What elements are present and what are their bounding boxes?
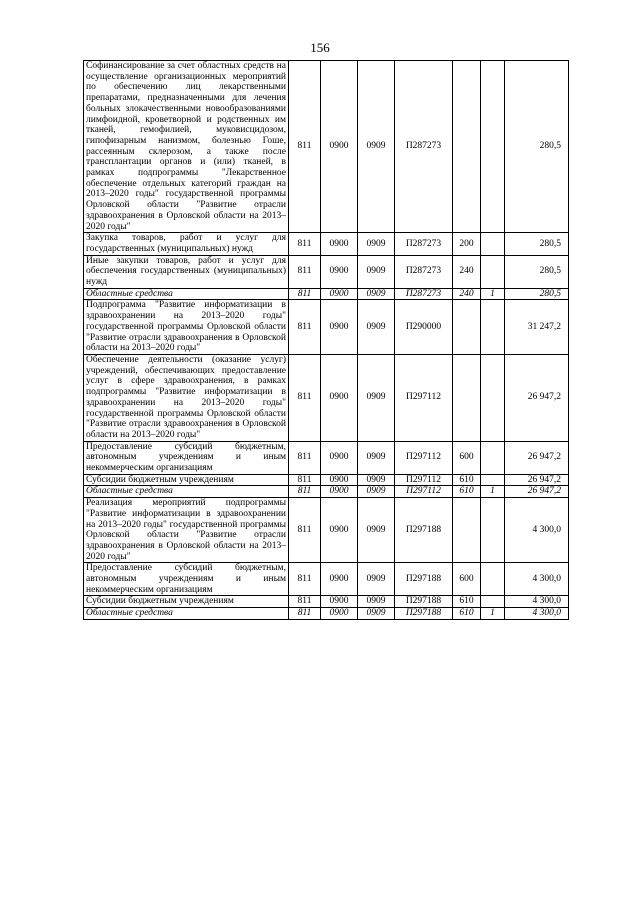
section-code-cell: 0900	[321, 474, 358, 486]
amount-cell: 4 300,0	[505, 498, 569, 563]
expense-type-cell	[453, 300, 481, 355]
subsection-code-cell: 0909	[358, 354, 395, 441]
section-code-cell: 0900	[321, 608, 358, 620]
ministry-code-cell: 811	[289, 288, 321, 300]
funding-source-cell	[481, 61, 505, 233]
expense-type-cell	[453, 61, 481, 233]
funding-source-cell	[481, 498, 505, 563]
funding-source-cell	[481, 255, 505, 288]
amount-cell: 31 247,2	[505, 300, 569, 355]
expense-type-cell: 610	[453, 474, 481, 486]
section-code-cell: 0900	[321, 288, 358, 300]
target-article-cell: П297188	[395, 498, 453, 563]
table-row	[84, 233, 569, 255]
subsection-code-cell: 0909	[358, 498, 395, 563]
amount-cell: 4 300,0	[505, 608, 569, 620]
section-code-cell: 0900	[321, 441, 358, 474]
target-article-cell: П297112	[395, 354, 453, 441]
amount-cell: 26 947,2	[505, 354, 569, 441]
row-name-cell: Софинансирование за счет областных средств на осуществление организационных мероприятий по обеспечению лиц лекарственными препаратами, предназначенными для лечения больных злокачественными новообразованиями лимфоидной, кроветворной и родственных им тканей, гемофилией, муковисцидозом, гипофизарным нанизмом, болезнью Гоше, рассеянным склерозом, а также после трансплантации органов и (или) тканей, в рамках подпрограммы "Лекарственное обеспечение отдельных категорий граждан на 2013–2020 годы" государственной программы Орловской области "Развитие отрасли здравоохранения в Орловской области на 2013–2020 годы"	[84, 61, 289, 233]
funding-source-cell	[481, 354, 505, 441]
table-row	[84, 474, 569, 486]
table-row	[84, 61, 569, 233]
row-name-cell: Реализация мероприятий подпрограммы "Развитие информатизации в здравоохранении на 2013–2020 годы" государственной программы Орловской области "Развитие отрасли здравоохранения в Орловской области на 2013–2020 годы"	[84, 498, 289, 563]
funding-source-cell	[481, 300, 505, 355]
row-name-cell: Субсидии бюджетным учреждениям	[84, 596, 289, 608]
funding-source-cell: 1	[481, 486, 505, 498]
target-article-cell: П297112	[395, 441, 453, 474]
section-code-cell: 0900	[321, 486, 358, 498]
ministry-code-cell: 811	[289, 563, 321, 596]
table-row	[84, 300, 569, 355]
target-article-cell: П297188	[395, 596, 453, 608]
target-article-cell: П297188	[395, 608, 453, 620]
table-row	[84, 441, 569, 474]
table-row	[84, 288, 569, 300]
expense-type-cell: 610	[453, 486, 481, 498]
table-row	[84, 255, 569, 288]
funding-source-cell	[481, 233, 505, 255]
ministry-code-cell: 811	[289, 441, 321, 474]
subsection-code-cell: 0909	[358, 596, 395, 608]
row-name-cell: Областные средства	[84, 608, 289, 620]
subsection-code-cell: 0909	[358, 300, 395, 355]
row-name-cell: Иные закупки товаров, работ и услуг для обеспечения государственных (муниципальных) нужд	[84, 255, 289, 288]
expense-type-cell: 610	[453, 608, 481, 620]
budget-table-body	[84, 61, 569, 620]
subsection-code-cell: 0909	[358, 441, 395, 474]
amount-cell: 280,5	[505, 233, 569, 255]
expense-type-cell: 610	[453, 596, 481, 608]
row-name-cell: Субсидии бюджетным учреждениям	[84, 474, 289, 486]
funding-source-cell	[481, 596, 505, 608]
amount-cell: 26 947,2	[505, 474, 569, 486]
table-row	[84, 354, 569, 441]
row-name-cell: Обеспечение деятельности (оказание услуг) учреждений, обеспечивающих предоставление услуг в сфере здравоохранения, в рамках подпрограммы "Развитие информатизации в здравоохранении на 2013–2020 годы" государственной программы Орловской области "Развитие отрасли здравоохранения в Орловской области на 2013–2020 годы"	[84, 354, 289, 441]
amount-cell: 280,5	[505, 288, 569, 300]
row-name-cell: Областные средства	[84, 486, 289, 498]
section-code-cell: 0900	[321, 596, 358, 608]
expense-type-cell	[453, 498, 481, 563]
target-article-cell: П297112	[395, 474, 453, 486]
row-name-cell: Предоставление субсидий бюджетным, автономным учреждениям и иным некоммерческим организациям	[84, 441, 289, 474]
subsection-code-cell: 0909	[358, 288, 395, 300]
target-article-cell: П290000	[395, 300, 453, 355]
expense-type-cell	[453, 354, 481, 441]
ministry-code-cell: 811	[289, 255, 321, 288]
section-code-cell: 0900	[321, 354, 358, 441]
budget-table	[83, 60, 569, 620]
row-name-cell: Областные средства	[84, 288, 289, 300]
amount-cell: 4 300,0	[505, 563, 569, 596]
section-code-cell: 0900	[321, 233, 358, 255]
ministry-code-cell: 811	[289, 498, 321, 563]
ministry-code-cell: 811	[289, 354, 321, 441]
page-number: 156	[310, 40, 330, 55]
subsection-code-cell: 0909	[358, 608, 395, 620]
section-code-cell: 0900	[321, 61, 358, 233]
section-code-cell: 0900	[321, 498, 358, 563]
target-article-cell: П297112	[395, 486, 453, 498]
expense-type-cell: 240	[453, 288, 481, 300]
table-row	[84, 608, 569, 620]
subsection-code-cell: 0909	[358, 255, 395, 288]
section-code-cell: 0900	[321, 300, 358, 355]
funding-source-cell	[481, 563, 505, 596]
funding-source-cell: 1	[481, 288, 505, 300]
amount-cell: 26 947,2	[505, 486, 569, 498]
amount-cell: 26 947,2	[505, 441, 569, 474]
table-row	[84, 596, 569, 608]
funding-source-cell: 1	[481, 608, 505, 620]
table-row	[84, 563, 569, 596]
row-name-cell: Предоставление субсидий бюджетным, автономным учреждениям и иным некоммерческим организациям	[84, 563, 289, 596]
ministry-code-cell: 811	[289, 486, 321, 498]
ministry-code-cell: 811	[289, 608, 321, 620]
section-code-cell: 0900	[321, 255, 358, 288]
subsection-code-cell: 0909	[358, 486, 395, 498]
ministry-code-cell: 811	[289, 474, 321, 486]
target-article-cell: П287273	[395, 233, 453, 255]
target-article-cell: П297188	[395, 563, 453, 596]
ministry-code-cell: 811	[289, 596, 321, 608]
row-name-cell: Подпрограмма "Развитие информатизации в здравоохранении на 2013–2020 годы" государственной программы Орловской области "Развитие отрасли здравоохранения в Орловской области на 2013–2020 годы"	[84, 300, 289, 355]
ministry-code-cell: 811	[289, 61, 321, 233]
amount-cell: 4 300,0	[505, 596, 569, 608]
subsection-code-cell: 0909	[358, 61, 395, 233]
table-row	[84, 498, 569, 563]
subsection-code-cell: 0909	[358, 233, 395, 255]
target-article-cell: П287273	[395, 288, 453, 300]
row-name-cell: Закупка товаров, работ и услуг для государственных (муниципальных) нужд	[84, 233, 289, 255]
expense-type-cell: 200	[453, 233, 481, 255]
amount-cell: 280,5	[505, 255, 569, 288]
expense-type-cell: 240	[453, 255, 481, 288]
amount-cell: 280,5	[505, 61, 569, 233]
subsection-code-cell: 0909	[358, 563, 395, 596]
funding-source-cell	[481, 441, 505, 474]
expense-type-cell: 600	[453, 563, 481, 596]
target-article-cell: П287273	[395, 61, 453, 233]
ministry-code-cell: 811	[289, 300, 321, 355]
expense-type-cell: 600	[453, 441, 481, 474]
subsection-code-cell: 0909	[358, 474, 395, 486]
funding-source-cell	[481, 474, 505, 486]
section-code-cell: 0900	[321, 563, 358, 596]
target-article-cell: П287273	[395, 255, 453, 288]
table-row	[84, 486, 569, 498]
ministry-code-cell: 811	[289, 233, 321, 255]
